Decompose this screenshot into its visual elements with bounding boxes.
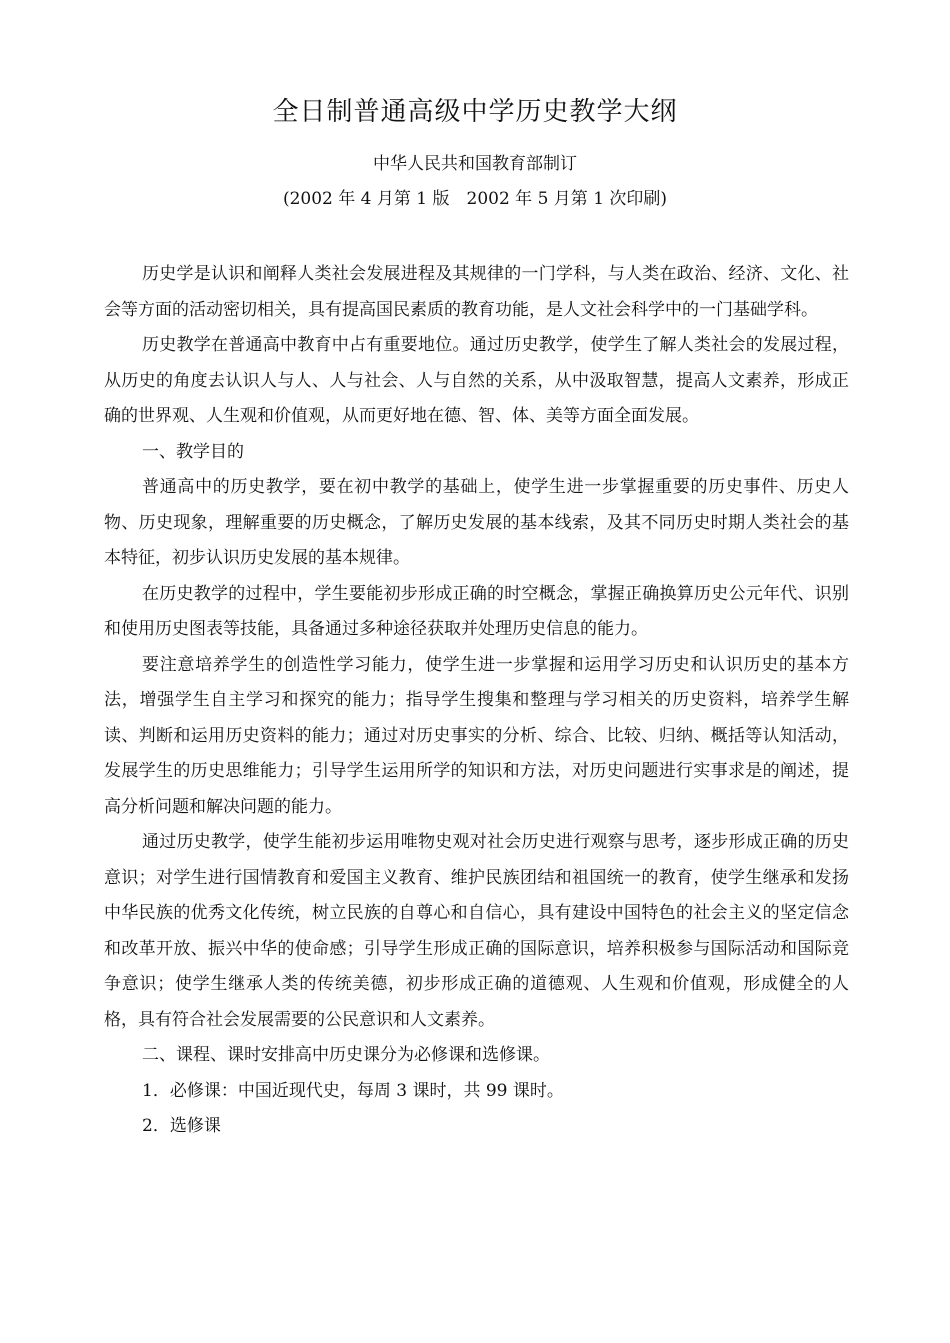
paragraph-goal-knowledge: 普通高中的历史教学，要在初中教学的基础上，使学生进一步掌握重要的历史事件、历史人物、历史现象，理解重要的历史概念，了解历史发展的基本线索，及其不同历史时期人类社会的基本特征，初步认识历史发展的基本规律。 [104, 477, 849, 568]
list-item-elective-course: 2．选修课 [142, 1116, 221, 1136]
list-item-required-course: 1．必修课：中国近现代史，每周 3 课时，共 99 课时。 [142, 1080, 564, 1101]
document-title: 全日制普通高级中学历史教学大纲 [272, 97, 678, 127]
document-body [104, 257, 849, 1145]
paragraph-goal-skills: 在历史教学的过程中，学生要能初步形成正确的时空概念，掌握正确换算历史公元年代、识别和使用历史图表等技能，具备通过多种途径获取并处理历史信息的能力。 [104, 583, 849, 639]
paragraph-goal-abilities: 要注意培养学生的创造性学习能力，使学生进一步掌握和运用学习历史和认识历史的基本方法，增强学生自主学习和探究的能力；指导学生搜集和整理与学习相关的历史资料，培养学生解读、判断和运用历史资料的能力；通过对历史事实的分析、综合、比较、归纳、概括等认知活动，发展学生的历史思维能力；引导学生运用所学的知识和方法，对历史问题进行实事求是的阐述，提高分析问题和解决问题的能力。 [104, 654, 849, 817]
document-subtitle: 中华人民共和国教育部制订 [373, 154, 577, 174]
edition-info: (2002 年 4 月第 1 版 2002 年 5 月第 1 次印刷) [282, 189, 668, 209]
section-heading-curriculum: 二、课程、课时安排高中历史课分为必修课和选修课。 [142, 1045, 550, 1065]
section-heading-teaching-goals: 一、教学目的 [142, 441, 244, 462]
paragraph-goal-values: 通过历史教学，使学生能初步运用唯物史观对社会历史进行观察与思考，逐步形成正确的历史意识；对学生进行国情教育和爱国主义教育、维护民族团结和祖国统一的教育，使学生继承和发扬中华民族的优秀文化传统，树立民族的自尊心和自信心，具有建设中国特色的社会主义的坚定信念和改革开放、振兴中华的使命感；引导学生形成正确的国际意识，培养积极参与国际活动和国际竞争意识；使学生继承人类的传统美德，初步形成正确的道德观、人生观和价值观，形成健全的人格，具有符合社会发展需要的公民意识和人文素养。 [104, 832, 849, 1030]
paragraph-role: 历史教学在普通高中教育中占有重要地位。通过历史教学，使学生了解人类社会的发展过程，从历史的角度去认识人与人、人与社会、人与自然的关系，从中汲取智慧，提高人文素养，形成正确的世界观、人生观和价值观，从而更好地在德、智、体、美等方面全面发展。 [104, 335, 849, 426]
paragraph-intro: 历史学是认识和阐释人类社会发展进程及其规律的一门学科，与人类在政治、经济、文化、社会等方面的活动密切相关，具有提高国民素质的教育功能，是人文社会科学中的一门基础学科。 [104, 264, 849, 320]
